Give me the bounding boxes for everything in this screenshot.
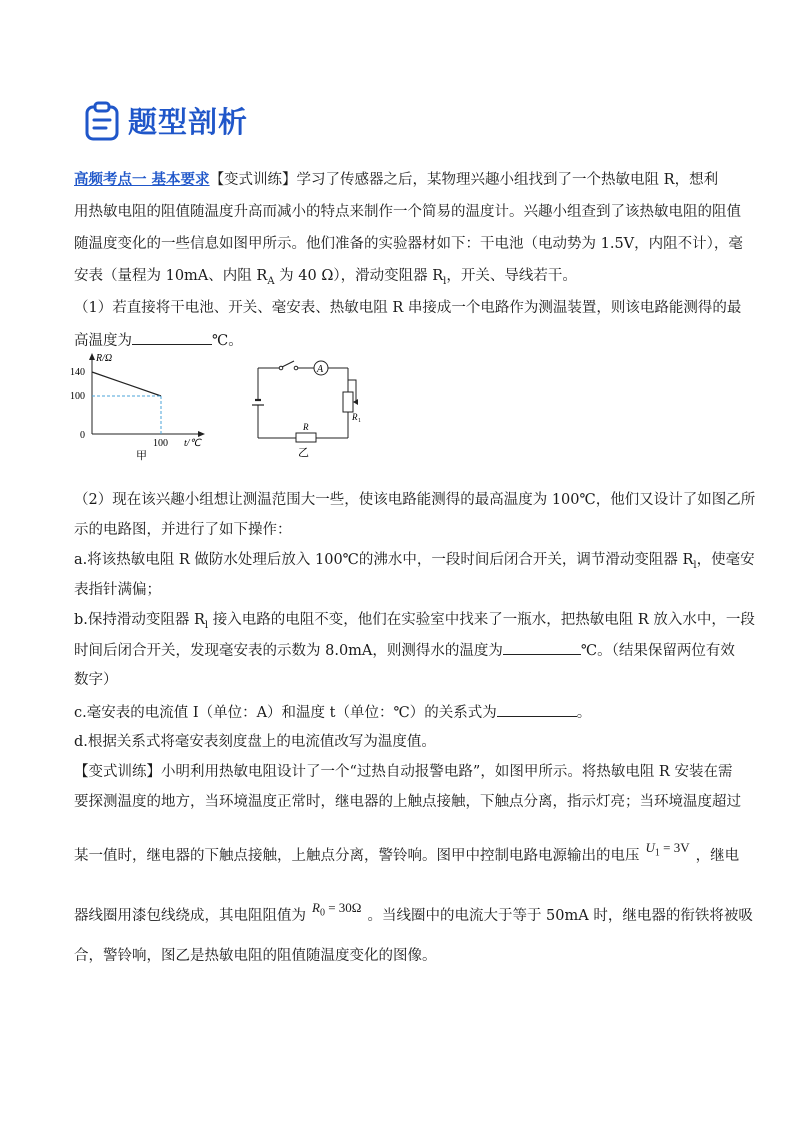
- p1-line3: 随温度变化的一些信息如图甲所示。他们准备的实验器材如下：干电池（电动势为 1.5V，内阻不计），毫: [74, 236, 743, 252]
- p2-line3: 某一值时，继电器的下触点接触，上触点分离，警铃响。图甲中控制电路电源输出的电压$U_1 = 3V$，继电: [74, 840, 740, 864]
- q1-line2: 高温度为 ℃。: [74, 330, 243, 351]
- section-title: 题型剖析: [128, 105, 249, 139]
- q2-a-line1: a.将该热敏电阻 R 做防水处理后放入 100℃的沸水中，一段时间后闭合开关，调节滑动变阻器 $R_l$，使毫安: [74, 552, 755, 571]
- rheostat-sub: 1: [358, 418, 361, 424]
- thermistor-label: R: [303, 422, 309, 432]
- topic-link[interactable]: 高频考点一 基本要求: [74, 171, 210, 188]
- q2-b-line3: 数字）: [74, 672, 118, 688]
- q1-line1: （1）若直接将干电池、开关、毫安表、热敏电阻 R 串接成一个电路作为测温装置，则该电路能测得的最: [74, 300, 742, 316]
- formula-r0: $R_0 = 30\Omega$: [312, 900, 362, 919]
- switch-blade: [282, 361, 294, 367]
- rheostat: [343, 392, 353, 412]
- r-t-line: [92, 372, 161, 396]
- graph-caption: 甲: [136, 450, 147, 462]
- q2-line2: 示的电路图，并进行了如下操作：: [74, 522, 292, 538]
- formula-u1: $U_1 = 3V$: [645, 840, 690, 859]
- graph-jia: [66, 352, 216, 462]
- thermistor: [296, 433, 316, 442]
- answer-blank-2[interactable]: [503, 640, 581, 655]
- answer-blank-1[interactable]: [132, 330, 212, 345]
- q2-d-line: d.根据关系式将毫安表刻度盘上的电流值改写为温度值。: [74, 734, 436, 750]
- p1-line2: 用热敏电阻的阻值随温度升高而减小的特点来制作一个简易的温度计。兴趣小组查到了该热敏电阻的阻值: [74, 204, 741, 220]
- answer-blank-3[interactable]: [497, 702, 577, 717]
- p2-line4: 器线圈用漆包线绕成，其电阻阻值为$R_0 = 30\Omega$。当线圈中的电流大于等于 50mA 时，继电器的衔铁将被吸: [74, 900, 753, 924]
- p2-line2: 要探测温度的地方，当环境温度正常时，继电器的上触点接触，下触点分离，指示灯亮；当环境温度超过: [74, 794, 741, 810]
- rheostat-label: R: [352, 412, 358, 422]
- p1-line4: 安表（量程为 10mA、内阻 $R_A$ 为 40 Ω），滑动变阻器 $R_l$，开关、导线若干。: [74, 268, 577, 287]
- p2-line5: 合，警铃响，图乙是热敏电阻的阻值随温度变化的图像。: [74, 948, 437, 964]
- p2-line1: 【变式训练】小明利用热敏电阻设计了一个“过热自动报警电路”，如图甲所示。将热敏电阻 R 安装在需: [74, 764, 733, 780]
- ytick-140: 140: [70, 367, 85, 378]
- xtick-100: 100: [153, 438, 168, 449]
- y-axis-label: R/Ω: [96, 353, 113, 364]
- section-header: [84, 100, 248, 141]
- circuit-caption: 乙: [298, 447, 309, 459]
- q2-b-line1: b.保持滑动变阻器 $R_l$ 接入电路的电阻不变，他们在实验室中找来了一瓶水，把热敏电阻 R 放入水中，一段: [74, 612, 755, 631]
- q2-line1: （2）现在该兴趣小组想让测温范围大一些，使该电路能测得的最高温度为 100℃，他们又设计了如图乙所: [74, 492, 756, 508]
- switch-contact-right: [294, 366, 298, 370]
- circuit-yi: [244, 352, 369, 464]
- q2-b-line2: 时间后闭合开关，发现毫安表的示数为 8.0mA，则测得水的温度为 ℃。（结果保留两位有效: [74, 640, 735, 661]
- x-axis-label: t/℃: [184, 438, 201, 449]
- clipboard-icon: [84, 101, 120, 141]
- ytick-100: 100: [70, 391, 85, 402]
- ytick-0: 0: [80, 430, 85, 441]
- q2-a-line2: 表指针满偏；: [74, 582, 161, 598]
- ammeter-label: A: [317, 364, 324, 375]
- p1-line1: 高频考点一 基本要求【变式训练】学习了传感器之后，某物理兴趣小组找到了一个热敏电阻 R，想利: [74, 171, 719, 188]
- q2-c-line: c.毫安表的电流值 I（单位：A）和温度 t（单位：℃）的关系式为 。: [74, 702, 591, 723]
